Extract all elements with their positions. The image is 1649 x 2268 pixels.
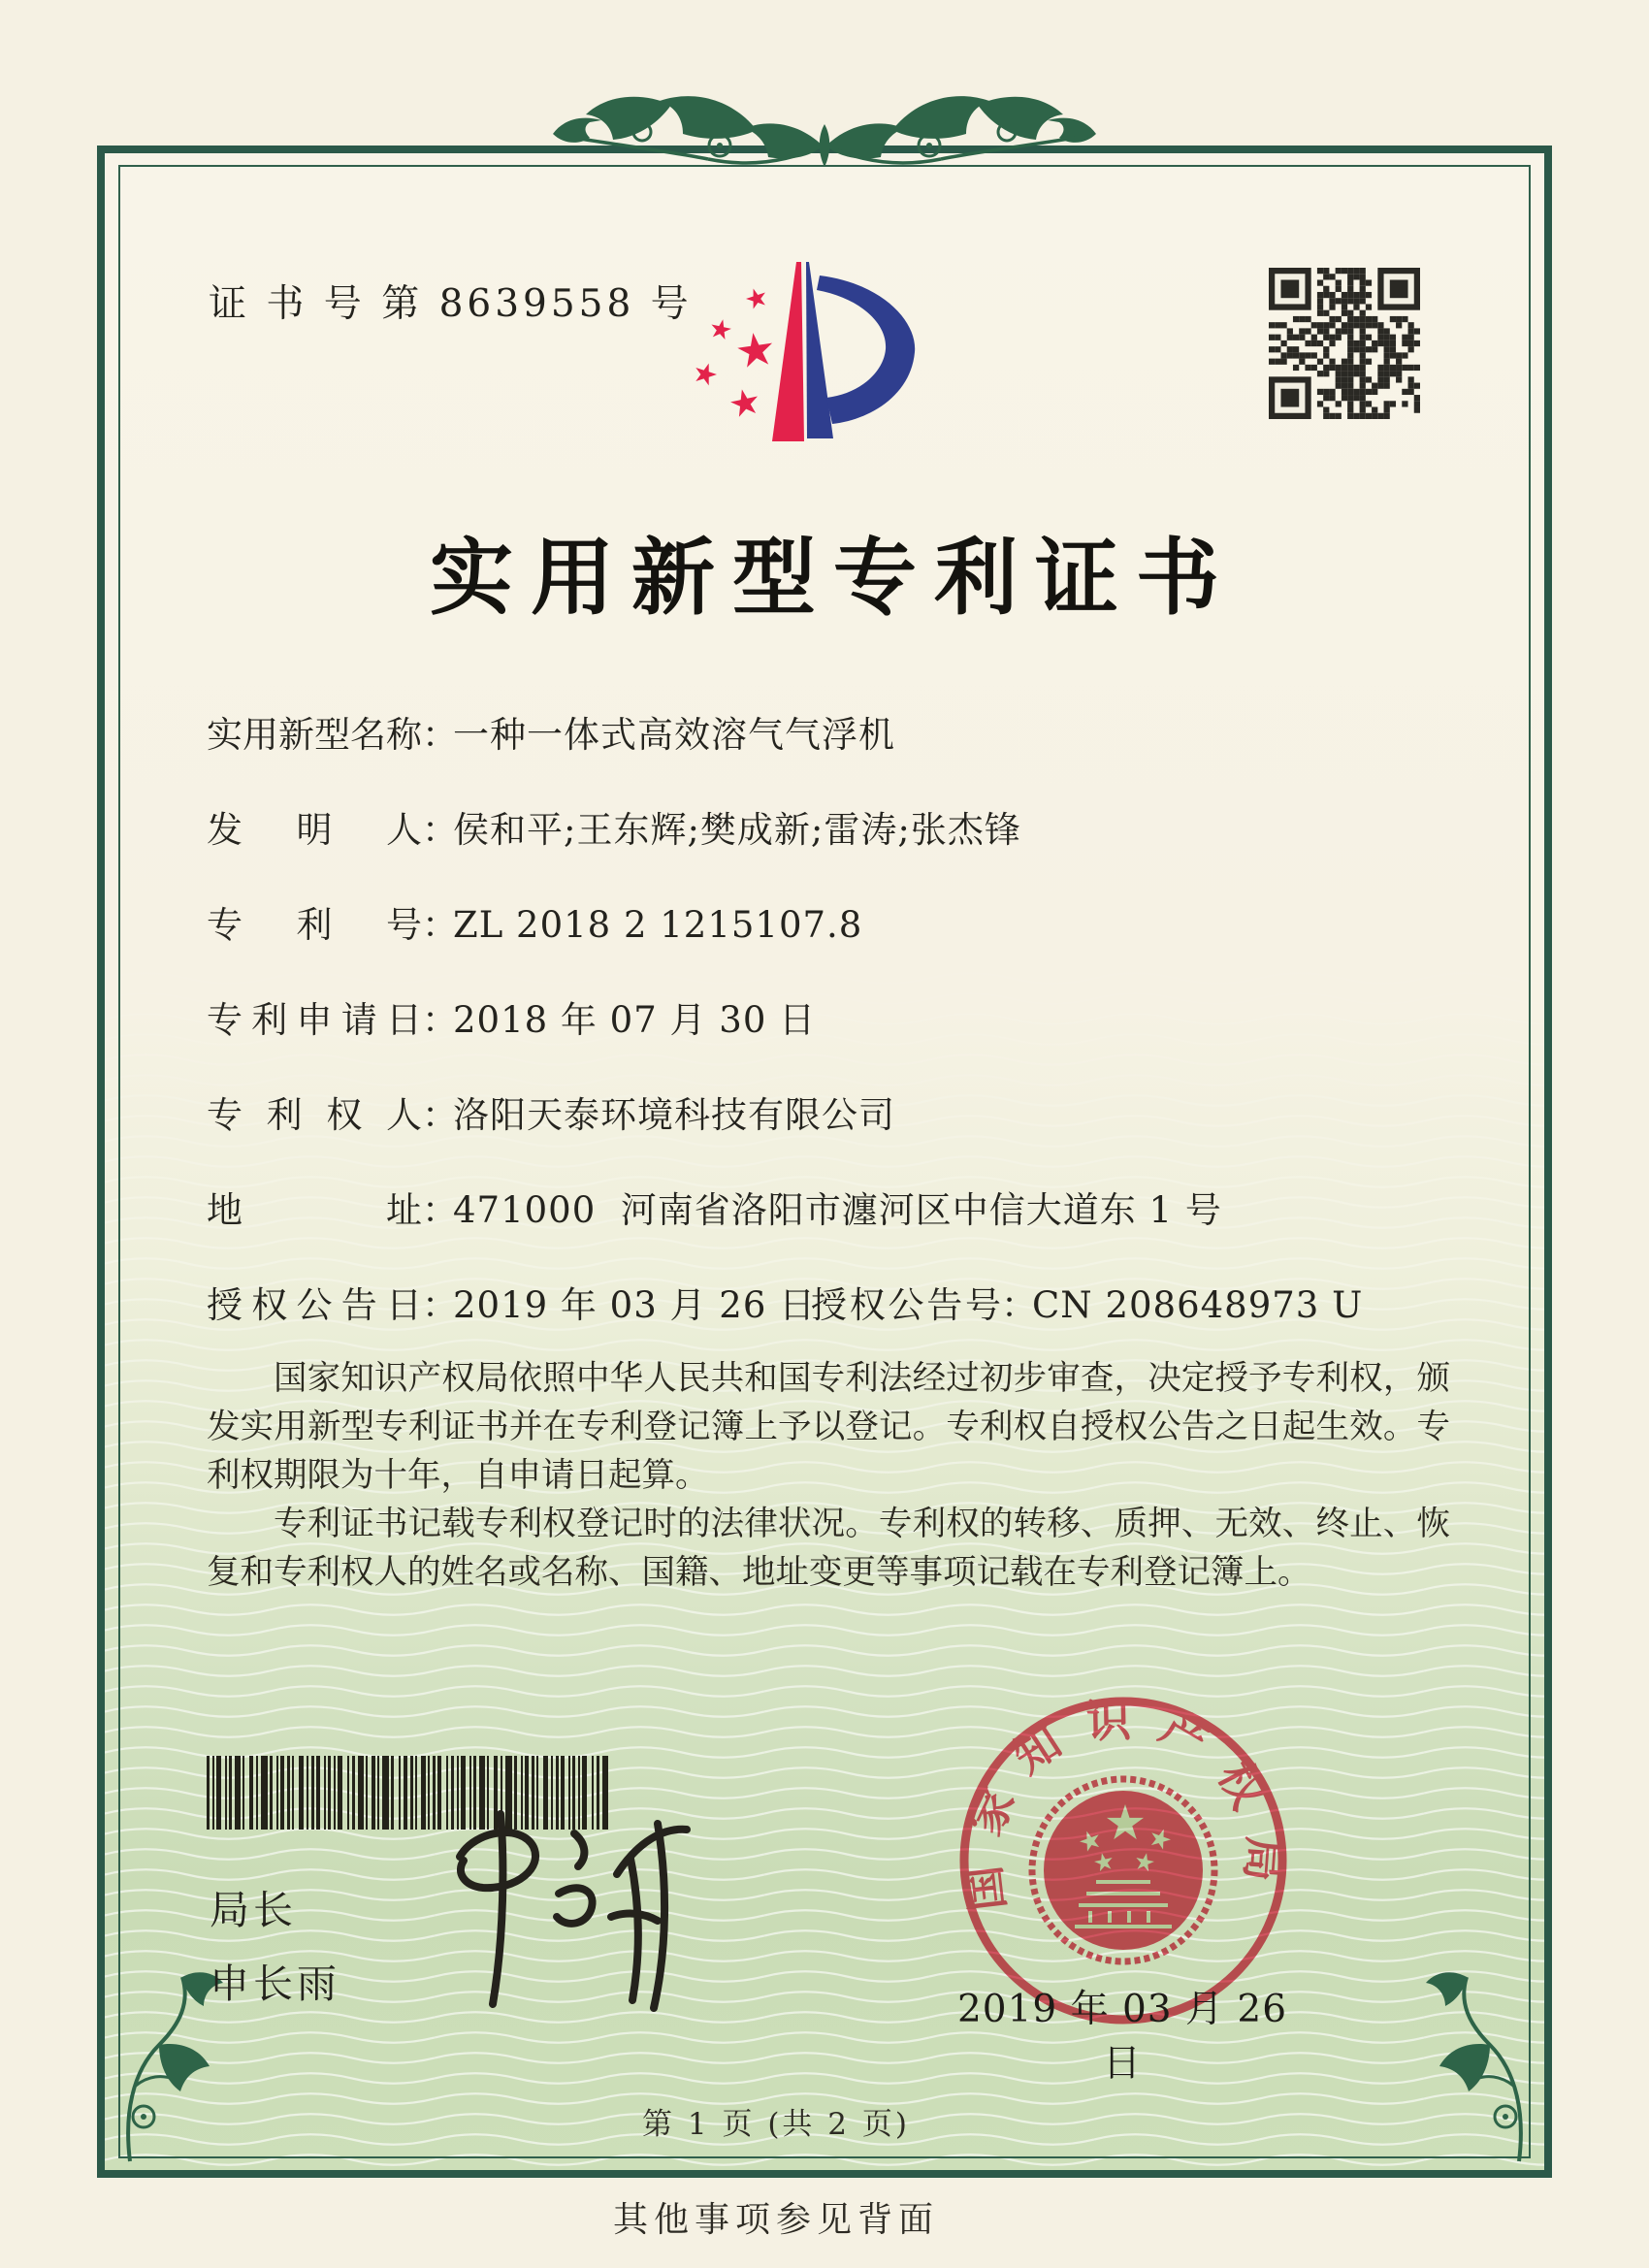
field-label: 地址 <box>207 1189 422 1231</box>
field-row-grant <box>207 1276 1468 1328</box>
field-label: 发明人 <box>207 809 422 851</box>
field-colon: ： <box>1001 1284 1037 1326</box>
field-value: 2018 年 07 月 30 日 <box>453 999 817 1041</box>
field-value: ZL 2018 2 1215107.8 <box>453 904 863 946</box>
field-group-grant-number <box>811 1276 1363 1328</box>
back-note: 其他事项参见背面 <box>612 2200 939 2240</box>
border-ornament-top <box>543 81 1106 210</box>
field-label: 授权公告号 <box>811 1284 1001 1326</box>
field-row-address <box>207 1181 1468 1233</box>
director-label: 局长 <box>210 1887 297 1933</box>
certificate-title: 实用新型专利证书 <box>430 529 1237 627</box>
field-colon: ： <box>422 999 458 1041</box>
field-colon: ： <box>422 904 458 946</box>
field-colon: ： <box>422 1189 458 1231</box>
field-row-patent-number <box>207 895 1468 948</box>
cnipa-logo-icon <box>674 248 955 447</box>
field-colon: ： <box>422 1284 458 1326</box>
field-label: 授权公告日 <box>207 1284 422 1326</box>
field-row-utility-model-name <box>207 705 1468 758</box>
national-emblem <box>1032 1779 1214 1961</box>
field-label: 专利权人 <box>207 1094 422 1136</box>
seal-date: 2019 年 03 月 26 日 <box>956 1988 1288 2086</box>
field-value: 侯和平;王东辉;樊成新;雷涛;张杰锋 <box>453 809 1021 851</box>
seal-agency-text: 国家知识产权局 <box>954 1694 1292 1914</box>
field-value: 一种一体式高效溶气气浮机 <box>453 714 895 756</box>
field-colon: ： <box>422 714 458 756</box>
logo-red-wedge <box>772 262 804 441</box>
field-colon: ： <box>422 809 458 851</box>
field-row-filing-date <box>207 990 1468 1043</box>
field-label: 专利号 <box>207 904 422 946</box>
field-label: 专利申请日 <box>207 999 422 1041</box>
field-colon: ： <box>422 1094 458 1136</box>
field-value: 2019 年 03 月 26 日 <box>453 1284 817 1326</box>
logo-stars <box>692 285 775 418</box>
field-label: 实用新型名称 <box>207 714 422 756</box>
field-row-inventors <box>207 800 1468 853</box>
inner-border <box>118 165 1531 2158</box>
field-row-patentee <box>207 1085 1468 1138</box>
qr-code <box>1269 268 1420 419</box>
page-number: 第 1 页 (共 2 页) <box>642 2107 910 2142</box>
director-name: 申长雨 <box>210 1960 340 2007</box>
director-signature <box>407 1800 698 2024</box>
legal-body-text <box>207 1354 1450 1597</box>
body-paragraph-1: 国家知识产权局依照中华人民共和国专利法经过初步审查，决定授予专利权，颁发实用新型专利证书并在专利登记簿上予以登记。专利权自授权公告之日起生效。专利权期限为十年，自申请日起算。 <box>207 1359 1450 1495</box>
body-paragraph-2: 专利证书记载专利权登记时的法律状况。专利权的转移、质押、无效、终止、恢复和专利权人的姓名或名称、国籍、地址变更等事项记载在专利登记簿上。 <box>207 1505 1450 1592</box>
field-value: 洛阳天泰环境科技有限公司 <box>453 1094 895 1136</box>
logo-p-bowl <box>817 275 915 424</box>
certificate-number: 证 书 号 第 8639558 号 <box>209 282 693 326</box>
field-value: CN 208648973 U <box>1032 1284 1364 1326</box>
field-value: 471000 河南省洛阳市瀍河区中信大道东 1 号 <box>453 1189 1222 1231</box>
field-group-grant-date <box>207 1284 816 1326</box>
